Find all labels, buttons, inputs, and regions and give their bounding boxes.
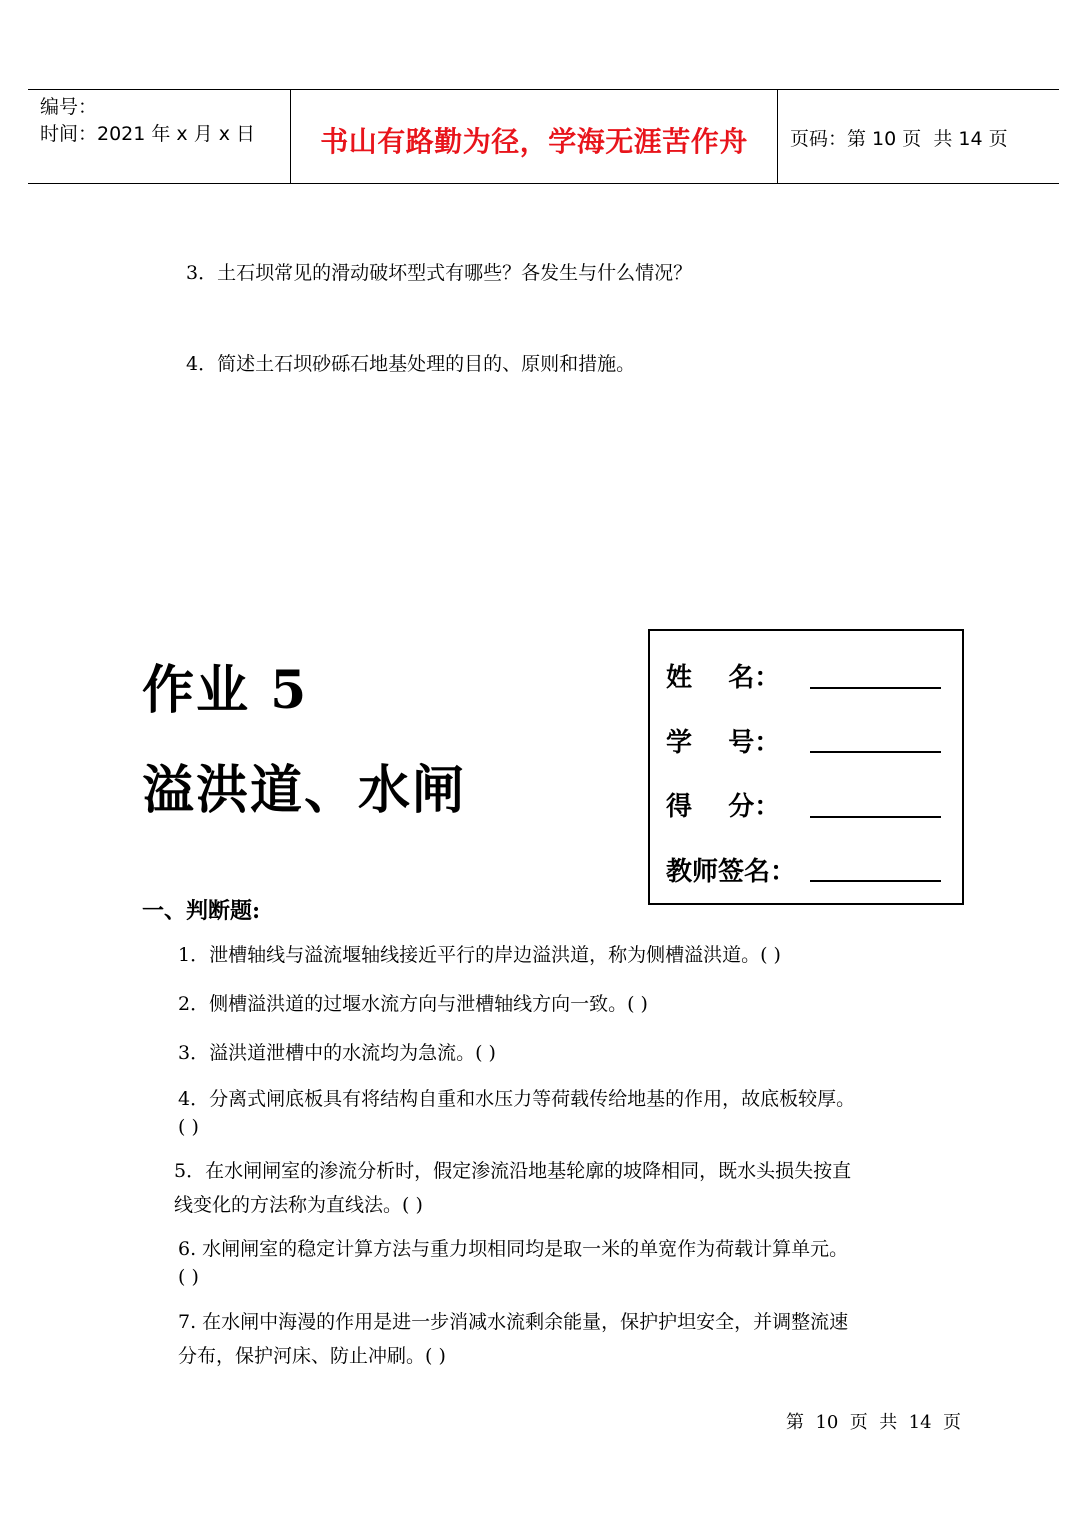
header-divider <box>777 90 778 183</box>
tf-item-3 <box>178 1036 496 1070</box>
tf-item-1 <box>178 938 781 972</box>
tf-item-6 <box>178 1232 848 1294</box>
tf-item-line: 2．侧槽溢洪道的过堰水流方向与泄槽轴线方向一致。( ) <box>178 993 648 1015</box>
tf-item-7 <box>178 1305 848 1373</box>
tf-item-5 <box>174 1154 851 1222</box>
assignment-title: 溢洪道、水闸 <box>142 760 467 821</box>
tf-item-line: 6. 水闸闸室的稳定计算方法与重力坝相同均是取一米的单宽作为荷载计算单元。 <box>178 1238 849 1260</box>
tf-item-line: 1．泄槽轴线与溢流堰轴线接近平行的岸边溢洪道，称为侧槽溢洪道。( ) <box>178 944 781 966</box>
name-blank[interactable] <box>810 687 941 689</box>
header-motto: 书山有路勤为径，学海无涯苦作舟 <box>320 125 748 158</box>
info-teacher-row <box>666 851 809 888</box>
score-blank[interactable] <box>810 816 941 818</box>
score-label: 得 分： <box>666 792 781 822</box>
tf-item-4 <box>178 1082 855 1144</box>
info-id-row <box>666 722 809 759</box>
tf-item-line: 线变化的方法称为直线法。( ) <box>174 1194 423 1216</box>
teacher-signature-label: 教师签名： <box>666 857 797 887</box>
tf-item-line: ( ) <box>178 1116 199 1138</box>
student-id-blank[interactable] <box>810 751 941 753</box>
header-page-info: 页码：第 10 页 共 14 页 <box>790 128 1008 150</box>
info-score-row <box>666 786 809 823</box>
info-name-row <box>666 657 809 694</box>
time-label: 时间：2021 年 x 月 x 日 <box>40 123 256 145</box>
tf-item-line: 5．在水闸闸室的渗流分析时，假定渗流沿地基轮廓的坡降相同，既水头损失按直 <box>174 1160 852 1182</box>
tf-item-line: 分布，保护河床、防止冲刷。( ) <box>178 1345 446 1367</box>
teacher-signature-blank[interactable] <box>810 880 941 882</box>
assignment-number: 作业 5 <box>142 660 309 721</box>
number-label: 编号： <box>40 96 98 118</box>
page-footer: 第 10 页 共 14 页 <box>786 1412 962 1433</box>
page-header <box>28 89 1059 184</box>
tf-item-line: 4．分离式闸底板具有将结构自重和水压力等荷载传给地基的作用，故底板较厚。 <box>178 1088 856 1110</box>
tf-item-line: 3．溢洪道泄槽中的水流均为急流。( ) <box>178 1042 496 1064</box>
tf-item-line: 7. 在水闸中海漫的作用是进一步消减水流剩余能量，保护护坦安全，并调整流速 <box>178 1311 849 1333</box>
student-info-box <box>648 629 964 905</box>
question-3: 3．土石坝常见的滑动破坏型式有哪些？各发生与什么情况？ <box>186 262 693 284</box>
section-heading: 一、判断题: <box>142 898 261 924</box>
header-meta <box>40 94 255 148</box>
tf-item-line: ( ) <box>178 1266 199 1288</box>
tf-item-2 <box>178 987 648 1021</box>
student-id-label: 学 号： <box>666 728 781 758</box>
name-label: 姓 名： <box>666 663 781 693</box>
question-4: 4．简述土石坝砂砾石地基处理的目的、原则和措施。 <box>186 353 636 375</box>
